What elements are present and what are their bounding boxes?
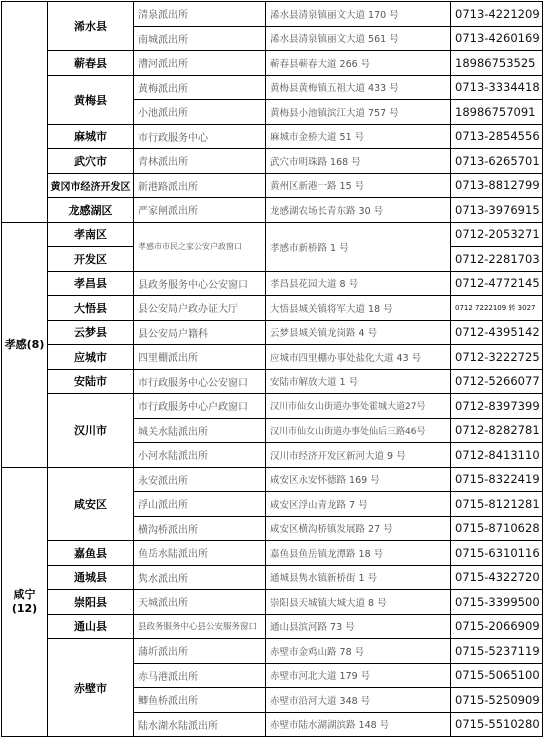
table-row xyxy=(2,467,543,492)
office-cell: 县政务服务中心县公安服务窗口 xyxy=(134,614,266,639)
city-cell: 咸安区 xyxy=(48,467,134,541)
table-row xyxy=(2,639,543,664)
office-cell: 市行政服务中心 xyxy=(134,124,266,149)
address-cell: 应城市四里棚办事处盐化大道 43 号 xyxy=(266,345,451,370)
office-cell: 隽水派出所 xyxy=(134,565,266,590)
table-row xyxy=(2,296,543,321)
table-row xyxy=(2,75,543,100)
office-cell: 城关水陆派出所 xyxy=(134,418,266,443)
office-cell: 四里棚派出所 xyxy=(134,345,266,370)
table-row xyxy=(2,590,543,615)
office-cell: 横沟桥派出所 xyxy=(134,516,266,541)
office-cell: 市行政服务中心公安窗口 xyxy=(134,369,266,394)
city-cell: 黄冈市经济开发区 xyxy=(48,173,134,198)
police-office-table xyxy=(1,1,543,737)
city-cell: 嘉鱼县 xyxy=(48,541,134,566)
city-cell: 赤壁市 xyxy=(48,639,134,737)
table-row xyxy=(2,198,543,223)
phone-cell: 0715-8710628 xyxy=(451,516,543,541)
phone-cell: 0713-6265701 xyxy=(451,149,543,174)
address-cell: 龙感湖农场长青东路 30 号 xyxy=(266,198,451,223)
table-row xyxy=(2,394,543,419)
address-cell: 浠水县清泉镇丽文大道 170 号 xyxy=(266,2,451,27)
address-cell: 汉川市经济开发区新河大道 9 号 xyxy=(266,443,451,468)
table-row xyxy=(2,2,543,27)
phone-cell: 0713-8812799 xyxy=(451,173,543,198)
city-cell: 大悟县 xyxy=(48,296,134,321)
address-cell: 孝感市新桥路 1 号 xyxy=(266,222,451,271)
phone-cell: 0715-5250909 xyxy=(451,688,543,713)
city-cell: 崇阳县 xyxy=(48,590,134,615)
office-cell: 天城派出所 xyxy=(134,590,266,615)
city-cell: 孝南区 xyxy=(48,222,134,247)
phone-cell: 18986757091 xyxy=(451,100,543,125)
phone-cell: 0713-4260169 xyxy=(451,26,543,51)
address-cell: 浠水县清泉镇丽文大道 561 号 xyxy=(266,26,451,51)
phone-cell: 0713-2854556 xyxy=(451,124,543,149)
table-row xyxy=(2,345,543,370)
office-cell: 浮山派出所 xyxy=(134,492,266,517)
office-cell: 鲫鱼桥派出所 xyxy=(134,688,266,713)
address-cell: 咸安区永安怀德路 169 号 xyxy=(266,467,451,492)
phone-cell: 0713-3334418 xyxy=(451,75,543,100)
address-cell: 崇阳县天城镇大城大道 8 号 xyxy=(266,590,451,615)
phone-cell: 0715-4322720 xyxy=(451,565,543,590)
table-row xyxy=(2,173,543,198)
city-cell: 通山县 xyxy=(48,614,134,639)
table-row xyxy=(2,51,543,76)
province-cell xyxy=(2,2,48,223)
phone-cell: 0715-2066909 xyxy=(451,614,543,639)
office-cell: 陆水湖水陆派出所 xyxy=(134,712,266,737)
table-row xyxy=(2,271,543,296)
phone-cell: 0712-3222725 xyxy=(451,345,543,370)
office-cell: 赤马港派出所 xyxy=(134,663,266,688)
office-cell: 小河水陆派出所 xyxy=(134,443,266,468)
office-cell: 小池派出所 xyxy=(134,100,266,125)
table-row xyxy=(2,320,543,345)
address-cell: 汉川市仙女山街道办事处仙后三路46号 xyxy=(266,418,451,443)
office-cell: 蒲圻派出所 xyxy=(134,639,266,664)
city-cell: 云梦县 xyxy=(48,320,134,345)
office-cell: 鱼岳水陆派出所 xyxy=(134,541,266,566)
city-cell: 安陆市 xyxy=(48,369,134,394)
office-cell: 清泉派出所 xyxy=(134,2,266,27)
office-cell: 南城派出所 xyxy=(134,26,266,51)
office-cell: 青林派出所 xyxy=(134,149,266,174)
address-cell: 赤壁市沿河大道 348 号 xyxy=(266,688,451,713)
phone-cell: 0712-2053271 xyxy=(451,222,543,247)
office-cell: 县公安局户籍科 xyxy=(134,320,266,345)
address-cell: 咸安区横沟桥镇发展路 27 号 xyxy=(266,516,451,541)
phone-cell: 0715-8121281 xyxy=(451,492,543,517)
phone-cell: 0712-8413110 xyxy=(451,443,543,468)
phone-cell: 0715-5237119 xyxy=(451,639,543,664)
city-cell: 开发区 xyxy=(48,247,134,272)
phone-cell: 0713-3976915 xyxy=(451,198,543,223)
office-cell: 漕河派出所 xyxy=(134,51,266,76)
phone-cell: 0712-4772145 xyxy=(451,271,543,296)
address-cell: 赤壁市陆水湖湖滨路 148 号 xyxy=(266,712,451,737)
phone-cell: 0712-4395142 xyxy=(451,320,543,345)
city-cell: 应城市 xyxy=(48,345,134,370)
address-cell: 大悟县城关镇将军大道 18 号 xyxy=(266,296,451,321)
address-cell: 通城县隽水镇新桥街 1 号 xyxy=(266,565,451,590)
office-cell: 黄梅派出所 xyxy=(134,75,266,100)
city-cell: 孝昌县 xyxy=(48,271,134,296)
address-cell: 蕲春县蕲春大道 266 号 xyxy=(266,51,451,76)
office-cell: 孝感市市民之家公安户政窗口 xyxy=(134,222,266,271)
table-row xyxy=(2,565,543,590)
address-cell: 赤壁市金鸡山路 78 号 xyxy=(266,639,451,664)
table-row xyxy=(2,149,543,174)
city-cell: 蕲春县 xyxy=(48,51,134,76)
phone-cell: 0712-8282781 xyxy=(451,418,543,443)
address-cell: 安陆市解放大道 1 号 xyxy=(266,369,451,394)
province-cell: 孝感(8) xyxy=(2,222,48,467)
phone-cell: 0712-8397399 xyxy=(451,394,543,419)
phone-cell: 0715-5510280 xyxy=(451,712,543,737)
address-cell: 咸安区浮山青龙路 7 号 xyxy=(266,492,451,517)
city-cell: 汉川市 xyxy=(48,394,134,468)
table-row xyxy=(2,222,543,247)
table-row xyxy=(2,369,543,394)
phone-cell: 0715-6310116 xyxy=(451,541,543,566)
address-cell: 通山县滨河路 73 号 xyxy=(266,614,451,639)
address-cell: 赤壁市河北大道 179 号 xyxy=(266,663,451,688)
office-cell: 新港路派出所 xyxy=(134,173,266,198)
city-cell: 黄梅县 xyxy=(48,75,134,124)
address-cell: 嘉鱼县鱼岳镇龙潭路 18 号 xyxy=(266,541,451,566)
address-cell: 孝昌县花园大道 8 号 xyxy=(266,271,451,296)
address-cell: 黄州区新港一路 15 号 xyxy=(266,173,451,198)
phone-cell: 0712 7222109 转 3027 xyxy=(451,296,543,321)
province-cell: 咸宁 (12) xyxy=(2,467,48,737)
table-row xyxy=(2,124,543,149)
address-cell: 汉川市仙女山街道办事处霍城大道27号 xyxy=(266,394,451,419)
office-cell: 严家闸派出所 xyxy=(134,198,266,223)
office-cell: 永安派出所 xyxy=(134,467,266,492)
office-cell: 县政务服务中心公安窗口 xyxy=(134,271,266,296)
address-cell: 黄梅县小池镇滨江大道 757 号 xyxy=(266,100,451,125)
phone-cell: 0713-4221209 xyxy=(451,2,543,27)
city-cell: 通城县 xyxy=(48,565,134,590)
city-cell: 浠水县 xyxy=(48,2,134,51)
city-cell: 武穴市 xyxy=(48,149,134,174)
table-row xyxy=(2,541,543,566)
address-cell: 云梦县城关镇龙岗路 4 号 xyxy=(266,320,451,345)
address-cell: 武穴市明珠路 168 号 xyxy=(266,149,451,174)
table-row xyxy=(2,614,543,639)
office-cell: 市行政服务中心户政窗口 xyxy=(134,394,266,419)
phone-cell: 18986753525 xyxy=(451,51,543,76)
office-cell: 县公安局户政办证大厅 xyxy=(134,296,266,321)
phone-cell: 0712-5266077 xyxy=(451,369,543,394)
phone-cell: 0712-2281703 xyxy=(451,247,543,272)
city-cell: 龙感湖区 xyxy=(48,198,134,223)
phone-cell: 0715-3399500 xyxy=(451,590,543,615)
city-cell: 麻城市 xyxy=(48,124,134,149)
address-cell: 麻城市金桥大道 51 号 xyxy=(266,124,451,149)
phone-cell: 0715-8322419 xyxy=(451,467,543,492)
phone-cell: 0715-5065100 xyxy=(451,663,543,688)
address-cell: 黄梅县黄梅镇五祖大道 433 号 xyxy=(266,75,451,100)
